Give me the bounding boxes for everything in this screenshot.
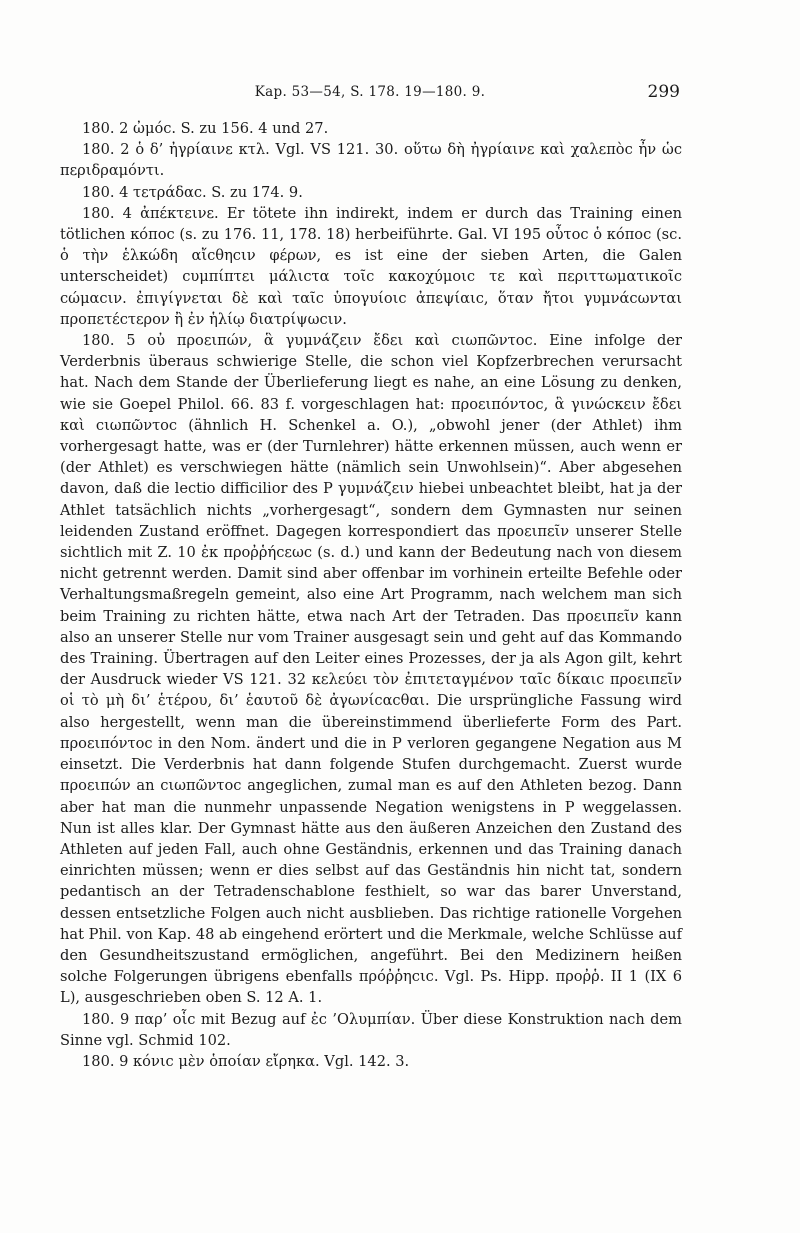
commentary-entry-4: 180. 4 ἀπέκτεινε. Er tötete ihn indirekt, indem er durch das Training einen tötlichen κόποϲ (s. zu 176. 11, 178. 18) herbeiführte. Gal. VI 195 οὗτοϲ ὁ κόποϲ (sc. ὁ τὴν ἑλκώδη αἴϲθηϲιν φέρων, es ist eine der sieben Arten, die Galen unterscheidet) ϲυμπίπτει μάλιϲτα τοῖϲ κακοχύμοιϲ τε καὶ περιττωματικοῖϲ ϲώμαϲιν. ἐπιγίγνεται δὲ καὶ ταῖϲ ὑπογυίοιϲ ἀπεψίαιϲ, ὅταν ἤτοι γυμνάϲωνται προπετέϲτερον ἢ ἐν ἡλίῳ διατρίψωϲιν.	[60, 204, 682, 328]
commentary-entry-3: 180. 4 τετράδαϲ. S. zu 174. 9.	[82, 183, 303, 201]
running-head: Kap. 53—54, S. 178. 19—180. 9.	[254, 84, 486, 100]
commentary-text	[60, 118, 682, 1072]
commentary-entry-6: 180. 9 παρ’ οἷϲ mit Bezug auf ἐϲ ’Ολυμπίαν. Über diese Konstruktion nach dem Sinne vgl. Schmid 102.	[60, 1010, 682, 1049]
commentary-entry-5: 180. 5 οὐ προειπών, ἃ γυμνάζειν ἔδει καὶ ϲιωπῶντοϲ. Eine infolge der Verderbnis überaus schwierige Stelle, die schon viel Kopfzerbrechen verursacht hat. Nach dem Stande der Überlieferung liegt es nahe, an eine Lösung zu denken, wie sie Goepel Philol. 66. 83 f. vorgeschlagen hat: προειπόντοϲ, ἃ γινώϲκειν ἔδει καὶ ϲιωπῶντοϲ (ähnlich H. Schenkel a. O.), „obwohl jener (der Athlet) ihm vorhergesagt hatte, was er (der Turnlehrer) hätte erkennen müssen, auch wenn er (der Athlet) es verschwiegen hätte (nämlich sein Unwohlsein)“. Aber abgesehen davon, daß die lectio difficilior des P γυμνάζειν hiebei unbeachtet bleibt, hat ja der Athlet tatsächlich nichts „vorhergesagt“, sondern dem Gymnasten nur seinen leidenden Zustand eröffnet. Dagegen korrespondiert das προειπεῖν unserer Stelle sichtlich mit Z. 10 ἐκ προῤῥήϲεωϲ (s. d.) und kann der Bedeutung nach von diesem nicht getrennt werden. Damit sind aber offenbar im vorhinein erteilte Befehle oder Verhaltungsmaßregeln gemeint, also eine Art Programm, nach welchem man sich beim Training zu richten hätte, etwa nach Art der Tetraden. Das προειπεῖν kann also an unserer Stelle nur vom Trainer ausgesagt sein und geht auf das Kommando des Training. Übertragen auf den Leiter eines Prozesses, der ja als Agon gilt, kehrt der Ausdruck wieder VS 121. 32 κελεύει τὸν ἐπιτεταγμένον ταῖϲ δίκαιϲ προειπεῖν οἱ τὸ μὴ δι’ ἑτέρου, δι’ ἑαυτοῦ δὲ ἀγωνίϲαϲθαι. Die ursprüngliche Fassung wird also hergestellt, wenn man die übereinstimmend überlieferte Form des Part. προειπόντοϲ in den Nom. ändert und die in P verloren gegangene Negation aus M einsetzt. Die Verderbnis hat dann folgende Stufen durchgemacht. Zuerst wurde προειπών an ϲιωπῶντοϲ angeglichen, zumal man es auf den Athleten bezog. Dann aber hat man die nunmehr unpassende Negation wenigstens in P weggelassen. Nun ist alles klar. Der Gymnast hätte aus den äußeren Anzeichen den Zustand des Athleten auf jeden Fall, auch ohne Geständnis, erkennen und das Training danach einrichten müssen; wenn er dies selbst auf das Geständnis hin nicht tat, sondern pedantisch an der Tetradenschablone festhielt, so war das barer Unverstand, dessen entsetzliche Folgen auch nicht ausblieben. Das richtige rationelle Vorgehen hat Phil. von Kap. 48 ab eingehend erörtert und die Merkmale, welche Schlüsse auf den Gesundheitszustand ermöglichen, angeführt. Bei den Medizinern heißen solche Folgerungen übrigens ebenfalls πρόῤῥηϲιϲ. Vgl. Ps. Hipp. προῤῥ. II 1 (IX 6 L), ausgeschrieben oben S. 12 A. 1.	[60, 332, 682, 1007]
page-header	[60, 84, 680, 108]
commentary-entry-1: 180. 2 ὠμόϲ. S. zu 156. 4 und 27.	[82, 120, 329, 137]
commentary-entry-7: 180. 9 κόνιϲ μὲν ὁποίαν εἴρηκα. Vgl. 142. 3.	[82, 1052, 410, 1070]
page-number: 299	[647, 82, 680, 102]
commentary-entry-2: 180. 2 ὁ δ’ ἠγρίαινε κτλ. Vgl. VS 121. 30. οὕτω δὴ ἠγρίαινε καὶ χαλεπὸϲ ἦν ὡϲ περιδραμόντι.	[60, 141, 682, 180]
